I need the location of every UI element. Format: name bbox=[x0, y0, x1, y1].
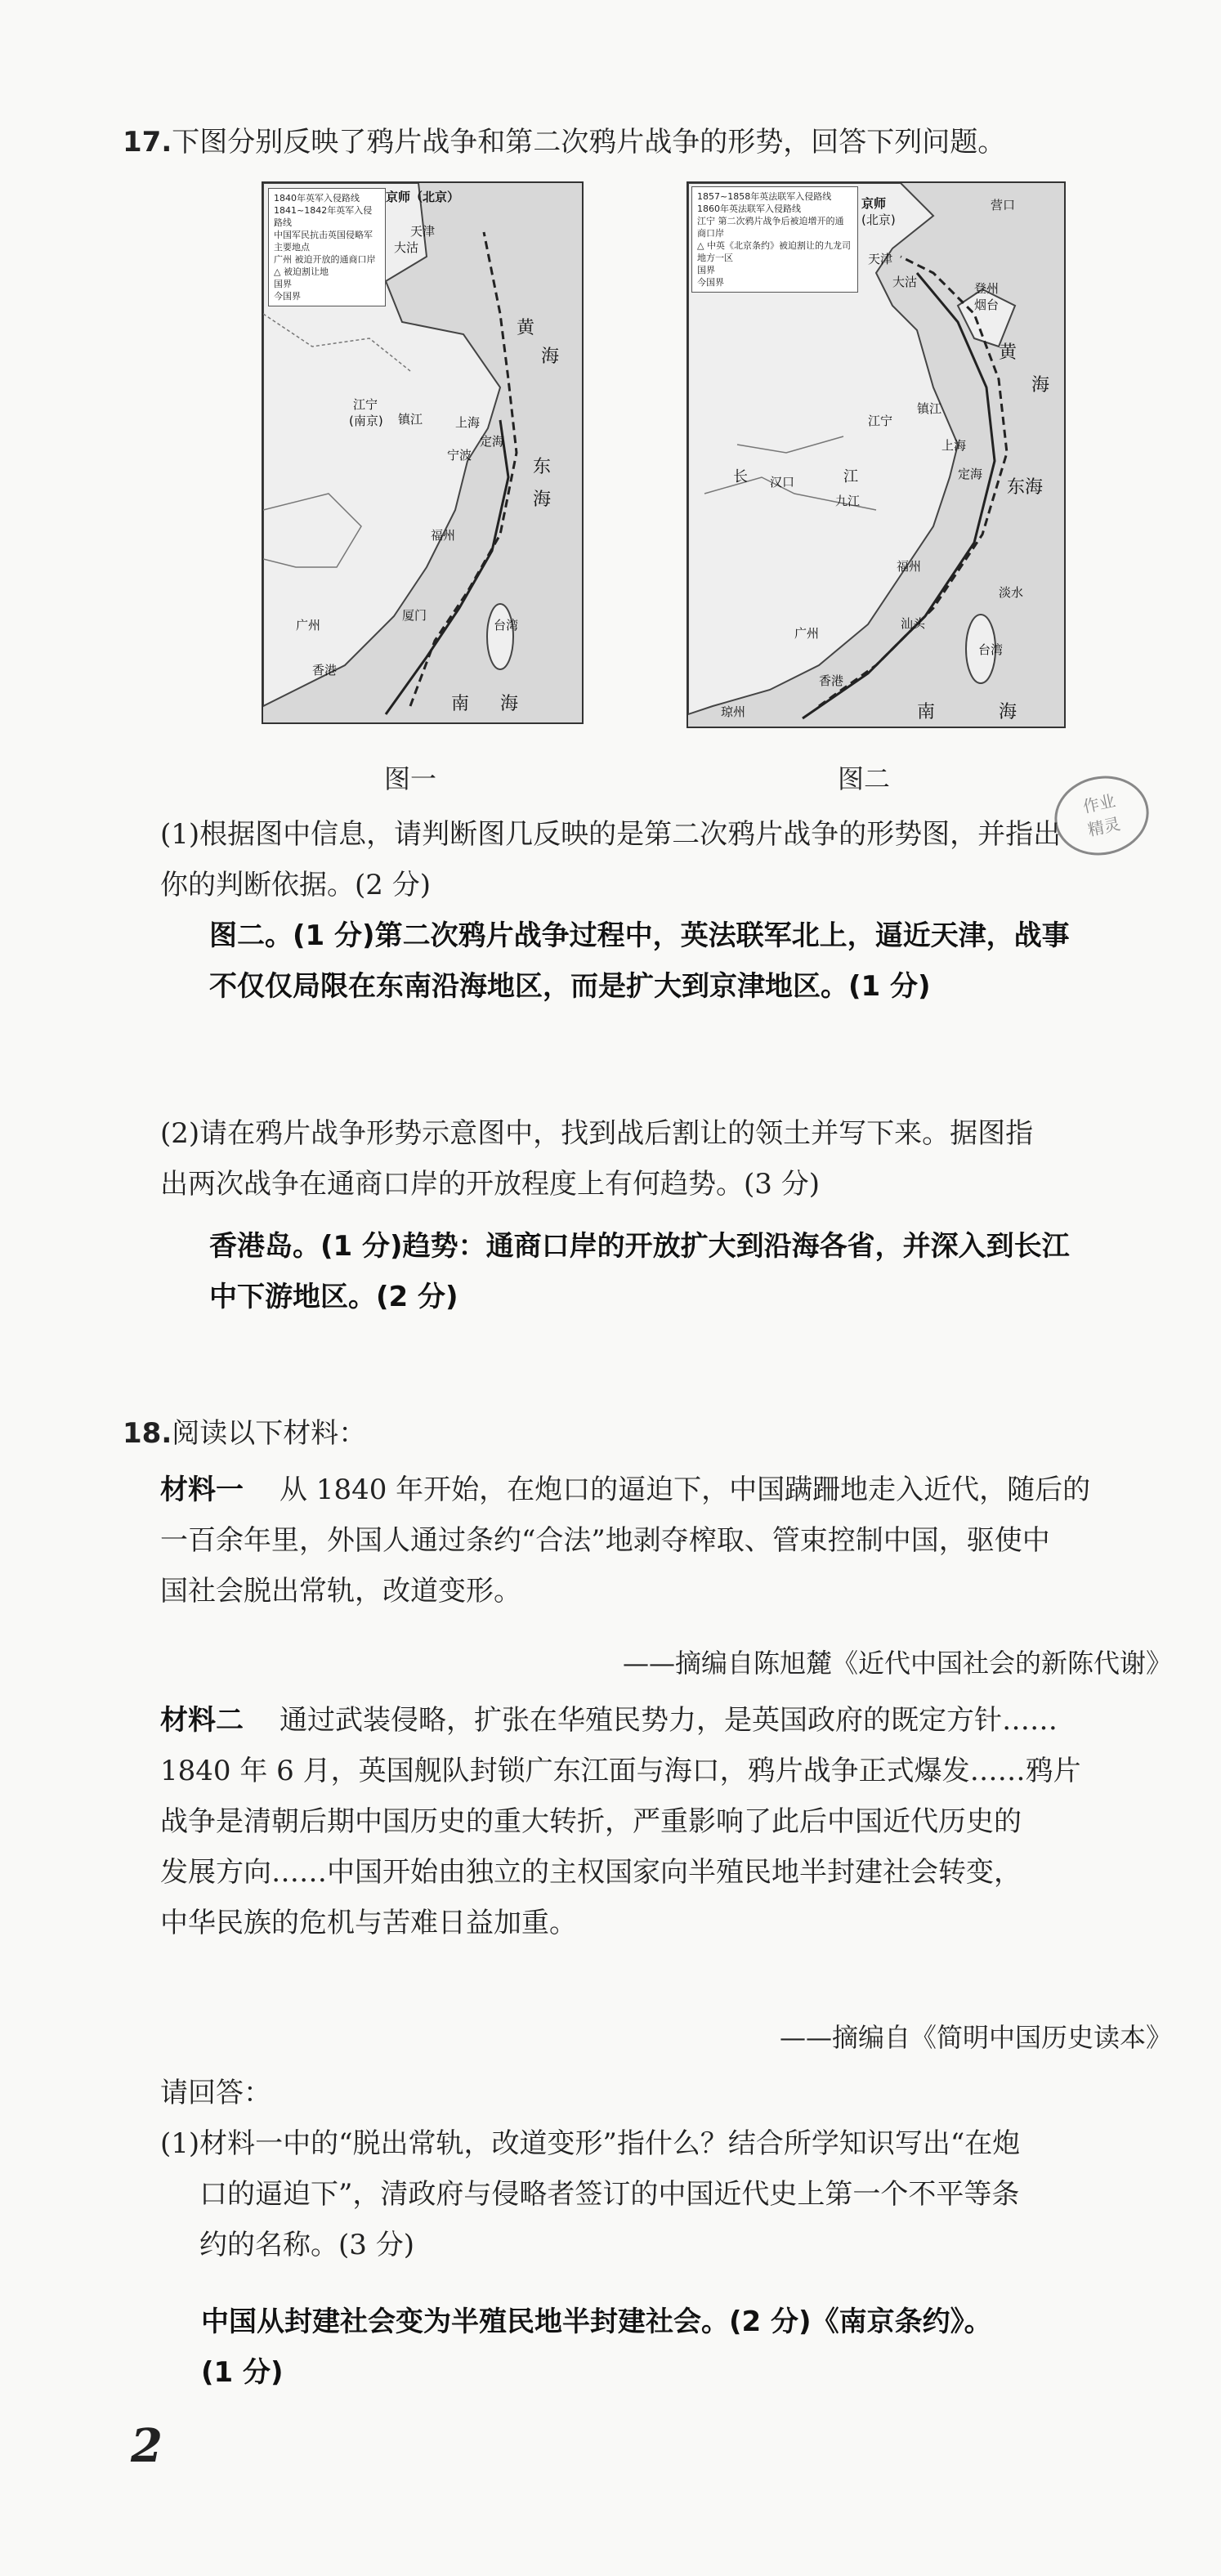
answer-line: (1 分) bbox=[201, 2356, 284, 2389]
map2-legend-item: △ 中英《北京条约》被迫割让的九龙司地方一区 bbox=[697, 240, 851, 263]
material-label: 材料二 bbox=[160, 1704, 244, 1737]
map2-label-river: 长 bbox=[733, 468, 748, 485]
map2-label-capital: 京师 bbox=[861, 196, 887, 211]
answer-line: 图二。(1 分)第二次鸦片战争过程中，英法联军北上，逼近天津，战事 bbox=[209, 919, 1070, 952]
map1-label-fuzhou: 福州 bbox=[431, 528, 456, 543]
q17-sub1-question bbox=[160, 809, 1061, 910]
map1-label-sea: 海 bbox=[500, 694, 519, 714]
map2-legend-item: 国界 bbox=[697, 265, 715, 275]
map2-legend-item: 江宁 第二次鸦片战争后被迫增开的通商口岸 bbox=[697, 216, 844, 239]
map1-label-sea: 海 bbox=[541, 347, 560, 367]
map2-label-sea: 东海 bbox=[1007, 477, 1044, 498]
answer-line: 香港岛。(1 分)趋势：通商口岸的开放扩大到沿海各省，并深入到长江 bbox=[209, 1230, 1070, 1263]
q17-sub2-question bbox=[160, 1108, 1033, 1210]
stamp-text: 作业 bbox=[1080, 790, 1117, 817]
map1-label-hongkong: 香港 bbox=[312, 663, 338, 678]
map1-label-jiangning: 江宁 bbox=[353, 397, 378, 412]
map2-label-dengzhou: 登州 bbox=[974, 281, 1000, 296]
answer-line: 不仅仅局限在东南沿海地区，而是扩大到京津地区。(1 分) bbox=[209, 970, 931, 1003]
text-line: 约的名称。(3 分) bbox=[199, 2229, 414, 2261]
map1-label-shanghai: 上海 bbox=[455, 415, 481, 430]
text-line: 出两次战争在通商口岸的开放程度上有何趋势。(3 分) bbox=[160, 1168, 820, 1201]
text-line: (1)材料一中的“脱出常轨，改道变形”指什么？结合所学知识写出“在炮 bbox=[160, 2127, 1021, 2160]
map1-label-dinghai: 定海 bbox=[480, 434, 505, 449]
map1-label-ningbo: 宁波 bbox=[447, 448, 472, 463]
map1-label-dagu: 大沽 bbox=[394, 240, 419, 255]
q17-number: 17. bbox=[123, 126, 172, 159]
map2-label-jiujiang: 九江 bbox=[835, 494, 861, 508]
answer-line: 中下游地区。(2 分) bbox=[209, 1281, 458, 1313]
text-line: 从 1840 年开始，在炮口的逼迫下，中国蹒跚地走入近代，随后的 bbox=[280, 1474, 1091, 1506]
q18-title bbox=[123, 1415, 366, 1451]
map2-caption: 图二 bbox=[838, 763, 891, 794]
stamp-text: 精灵 bbox=[1085, 813, 1122, 840]
map1-label-zhenjiang: 镇江 bbox=[398, 412, 423, 427]
map2-label-danshui: 淡水 bbox=[999, 585, 1024, 600]
map1-label-xiamen: 厦门 bbox=[402, 608, 427, 623]
q18-material-2 bbox=[160, 1695, 1174, 1948]
q17-title-text: 下图分别反映了鸦片战争和第二次鸦片战争的形势，回答下列问题。 bbox=[172, 126, 1006, 159]
q18-ask: 请回答： bbox=[160, 2077, 271, 2109]
map2-label-river: 江 bbox=[843, 468, 858, 485]
map2-label-tianjin: 天津 bbox=[868, 252, 893, 266]
map1-legend-item: △ 被迫割让地 bbox=[274, 266, 329, 277]
map1-label-nanjing: (南京) bbox=[349, 414, 383, 428]
map2-label-sea: 海 bbox=[999, 702, 1017, 722]
map1-label-sea: 黄 bbox=[517, 318, 535, 338]
map1-caption: 图一 bbox=[384, 763, 437, 794]
q17-title bbox=[123, 124, 1005, 160]
map2-label-shanghai: 上海 bbox=[941, 438, 967, 453]
map2-legend-item: 1857~1858年英法联军入侵路线 bbox=[697, 191, 832, 202]
map2-label-hankou: 汉口 bbox=[770, 475, 795, 490]
map2-label-taiwan: 台湾 bbox=[978, 642, 1004, 657]
map1-label-sea: 东 bbox=[533, 457, 552, 477]
map2-legend-item: 今国界 bbox=[697, 277, 724, 288]
map2-label-dinghai: 定海 bbox=[958, 467, 983, 481]
map1-legend-item: 1840年英军入侵路线 bbox=[274, 193, 360, 203]
map1-label-taiwan: 台湾 bbox=[494, 618, 519, 633]
q18-material-1-source: ——摘编自陈旭麓《近代中国社会的新陈代谢》 bbox=[622, 1648, 1172, 1679]
map1-label-tianjin: 天津 bbox=[410, 224, 436, 239]
q17-sub2-answer bbox=[209, 1221, 1070, 1322]
map2-label-sea: 南 bbox=[917, 702, 936, 722]
map1-legend-item: 1841~1842年英军入侵路线 bbox=[274, 205, 373, 228]
map2-label-qiongzhou: 琼州 bbox=[721, 704, 746, 719]
map1-legend bbox=[268, 188, 386, 306]
map1-label-sea: 南 bbox=[451, 694, 470, 714]
text-line: (2)请在鸦片战争形势示意图中，找到战后割让的领土并写下来。据图指 bbox=[160, 1117, 1034, 1150]
map2-label-dagu: 大沽 bbox=[892, 275, 918, 289]
text-line: 口的逼迫下”，清政府与侵略者签订的中国近代史上第一个不平等条 bbox=[199, 2178, 1020, 2211]
map-opium-war-2 bbox=[687, 181, 1066, 728]
q18-material-1 bbox=[160, 1465, 1174, 1617]
material-label: 材料一 bbox=[160, 1474, 244, 1506]
page-number: 2 bbox=[131, 2419, 163, 2473]
text-line: 通过武装侵略，扩张在华殖民势力，是英国政府的既定方针…… bbox=[280, 1704, 1058, 1737]
map2-label-shantou: 汕头 bbox=[901, 616, 926, 631]
map2-label-hongkong: 香港 bbox=[819, 673, 844, 688]
map2-label-guangzhou: 广州 bbox=[794, 626, 820, 641]
map2-legend bbox=[691, 186, 858, 293]
map2-legend-item: 1860年英法联军入侵路线 bbox=[697, 203, 801, 214]
map2-label-sea: 海 bbox=[1031, 375, 1050, 396]
map2-label-yingkou: 营口 bbox=[991, 198, 1016, 212]
q17-sub1-answer bbox=[209, 910, 1070, 1012]
watermark-stamp bbox=[1047, 767, 1156, 864]
text-line: 战争是清朝后期中国历史的重大转折，严重影响了此后中国近代历史的 bbox=[160, 1805, 1022, 1838]
map2-label-sea: 黄 bbox=[999, 342, 1017, 363]
map1-label-capital: 京师（北京） bbox=[386, 190, 460, 204]
text-line: 国社会脱出常轨，改道变形。 bbox=[160, 1575, 521, 1608]
q18-material-2-source: ——摘编自《简明中国历史读本》 bbox=[779, 2022, 1172, 2053]
map1-legend-item: 中国军民抗击英国侵略军主要地点 bbox=[274, 230, 373, 253]
text-line: (1)根据图中信息，请判断图几反映的是第二次鸦片战争的形势图，并指出 bbox=[160, 818, 1062, 851]
q18-number: 18. bbox=[123, 1417, 172, 1450]
text-line: 你的判断依据。(2 分) bbox=[160, 869, 431, 901]
map2-label-beijing: (北京) bbox=[861, 212, 896, 227]
map2-label-jiangning: 江宁 bbox=[868, 414, 893, 428]
text-line: 1840 年 6 月，英国舰队封锁广东江面与海口，鸦片战争正式爆发……鸦片 bbox=[160, 1755, 1081, 1787]
map1-label-sea: 海 bbox=[533, 490, 552, 510]
map2-label-zhenjiang: 镇江 bbox=[917, 401, 942, 416]
map1-legend-item: 广州 被迫开放的通商口岸 bbox=[274, 254, 376, 265]
answer-line: 中国从封建社会变为半殖民地半封建社会。(2 分)《南京条约》。 bbox=[201, 2305, 992, 2338]
map1-legend-item: 国界 bbox=[274, 279, 292, 289]
map2-label-yantai: 烟台 bbox=[974, 297, 1000, 312]
map-opium-war-1 bbox=[262, 181, 584, 724]
q18-title-text: 阅读以下材料： bbox=[172, 1417, 367, 1450]
text-line: 发展方向……中国开始由独立的主权国家向半殖民地半封建社会转变， bbox=[160, 1856, 1022, 1889]
text-line: 一百余年里，外国人通过条约“合法”地剥夺榨取、管束控制中国，驱使中 bbox=[160, 1524, 1050, 1557]
map2-label-fuzhou: 福州 bbox=[897, 559, 922, 574]
map1-label-guangzhou: 广州 bbox=[296, 618, 321, 633]
q18-sub1-answer bbox=[201, 2296, 992, 2398]
text-line: 中华民族的危机与苦难日益加重。 bbox=[160, 1907, 577, 1939]
q18-sub1-question bbox=[160, 2118, 1020, 2270]
map1-legend-item: 今国界 bbox=[274, 291, 301, 302]
